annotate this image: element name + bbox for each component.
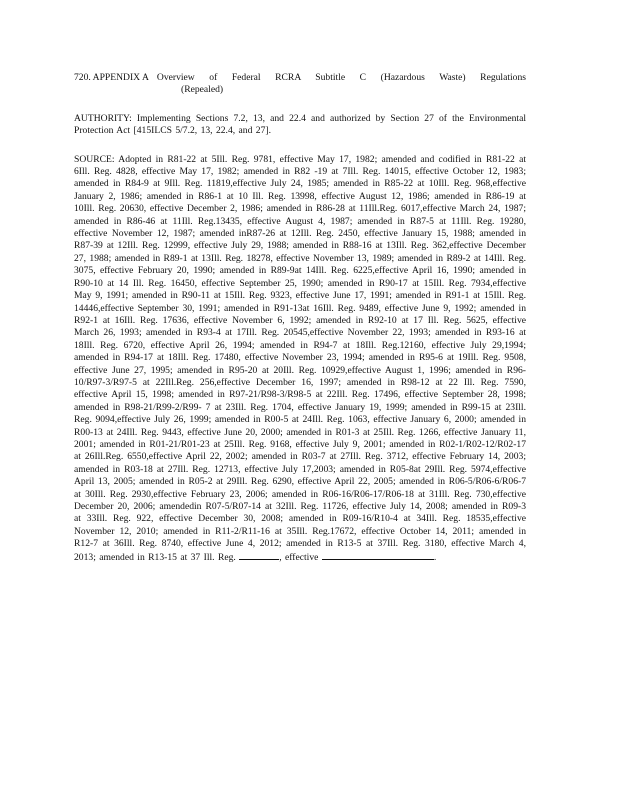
source-note-end: .: [433, 551, 437, 563]
section-status: (Repealed): [181, 84, 224, 96]
authority-note: AUTHORITY: Implementing Sections 7.2, 13, and 22.4 and authorized by Section 27 of the Environmental Protection Act [415ILCS 5/7.2, 13, 22.4, and 27].: [74, 112, 526, 137]
document-page: [74, 72, 526, 564]
section-heading: [74, 72, 526, 84]
section-title: Overview of Federal RCRA Subtitle C (Hazardous Waste) Regulations: [156, 72, 526, 83]
section-number: 720. APPENDIX A: [74, 72, 149, 83]
effective-date-blank: [322, 551, 434, 560]
source-note: [74, 154, 526, 564]
register-page-blank: [239, 551, 279, 560]
source-note-text: SOURCE: Adopted in R81-22 at 5Ill. Reg. 9781, effective May 17, 1982; amended and codified in R81-22 at 6Ill. Reg. 4828, effective May 17, 1982; amended in R82 -19 at 7Ill. Reg. 14015, effective October 12, 1983; amended in R84-9 at 9Ill. Reg. 11819,effective July 24, 1985; amended in R85-22 at 10Ill. Reg. 968,effective January 2, 1986; amended in R86-1 at 10 Ill. Reg. 13998, effective August 12, 1986; amended in R86-19 at 10Ill. Reg. 20630, effective December 2, 1986; amended in R86-28 at 11Ill.Reg. 6017,effective March 24, 1987; amended in R86-46 at 11Ill. Reg.13435, effective August 4, 1987; amended in R87-5 at 11Ill. Reg. 19280, effective November 12, 1987; amended inR87-26 at 12Ill. Reg. 2450, effective January 15, 1988; amended in R87-39 at 12Ill. Reg. 12999, effective July 29, 1988; amended in R88-16 at 13Ill. Reg. 362,effective December 27, 1988; amended in R89-1 at 13Ill. Reg. 18278, effective November 13, 1989; amended in R89-2 at 14Ill. Reg. 3075, effective February 20, 1990; amended in R89-9at 14Ill. Reg. 6225,effective April 16, 1990; amended in R90-10 at 14 Ill. Reg. 16450, effective September 25, 1990; amended in R90-17 at 15Ill. Reg. 7934,effective May 9, 1991; amended in R90-11 at 15Ill. Reg. 9323, effective June 17, 1991; amended in R91-1 at 15Ill. Reg. 14446,effective September 30, 1991; amended in R91-13at 16Ill. Reg. 9489, effective June 9, 1992; amended in R92-1 at 16Ill. Reg. 17636, effective November 6, 1992; amended in R92-10 at 17 Ill. Reg. 5625, effective March 26, 1993; amended in R93-4 at 17Ill. Reg. 20545,effective November 22, 1993; amended in R93-16 at 18Ill. Reg. 6720, effective April 26, 1994; amended in R94-7 at 18Ill. Reg.12160, effective July 29,1994; amended in R94-17 at 18Ill. Reg. 17480, effective November 23, 1994; amended in R95-6 at 19Ill. Reg. 9508, effective June 27, 1995; amended in R95-20 at 20Ill. Reg. 10929,effective August 1, 1996; amended in R96-10/R97-3/R97-5 at 22Ill.Reg. 256,effective December 16, 1997; amended in R98-12 at 22 Ill. Reg. 7590, effective April 15, 1998; amended in R97-21/R98-3/R98-5 at 22Ill. Reg. 17496, effective September 28, 1998; amended in R98-21/R99-2/R99- 7 at 23Ill. Reg. 1704, effective January 19, 1999; amended in R99-15 at 23Ill. Reg. 9094,effective July 26, 1999; amended in R00-5 at 24Ill. Reg. 1063, effective January 6, 2000; amended in R00-13 at 24Ill. Reg. 9443, effective June 20, 2000; amended in R01-3 at 25Ill. Reg. 1266, effective January 11, 2001; amended in R01-21/R01-23 at 25Ill. Reg. 9168, effective July 9, 2001; amended in R02-1/R02-12/R02-17 at 26Ill.Reg. 6550,effective April 22, 2002; amended in R03-7 at 27Ill. Reg. 3712, effective February 14, 2003; amended in R03-18 at 27Ill. Reg. 12713, effective July 17,2003; amended in R05-8at 29Ill. Reg. 5974,effective April 13, 2005; amended in R05-2 at 29Ill. Reg. 6290, effective April 22, 2005; amended in R06-5/R06-6/R06-7 at 30Ill. Reg. 2930,effective February 23, 2006; amended in R06-16/R06-17/R06-18 at 31Ill. Reg. 730,effective December 20, 2006; amendedin R07-5/R07-14 at 32Ill. Reg. 11726, effective July 14, 2008; amended in R09-3 at 33Ill. Reg. 922, effective December 30, 2008; amended in R09-16/R10-4 at 34Ill. Reg. 18535,effective November 12, 2010; amended in R11-2/R11-16 at 35Ill. Reg.17672, effective October 14, 2011; amended in R12-7 at 36Ill. Reg. 8740, effective June 4, 2012; amended in R13-5 at 37Ill. Reg. 3180, effective March 4, 2013; amended in R13-15 at 37 Ill. Reg.: [74, 153, 526, 563]
source-note-effective: , effective: [279, 551, 319, 563]
